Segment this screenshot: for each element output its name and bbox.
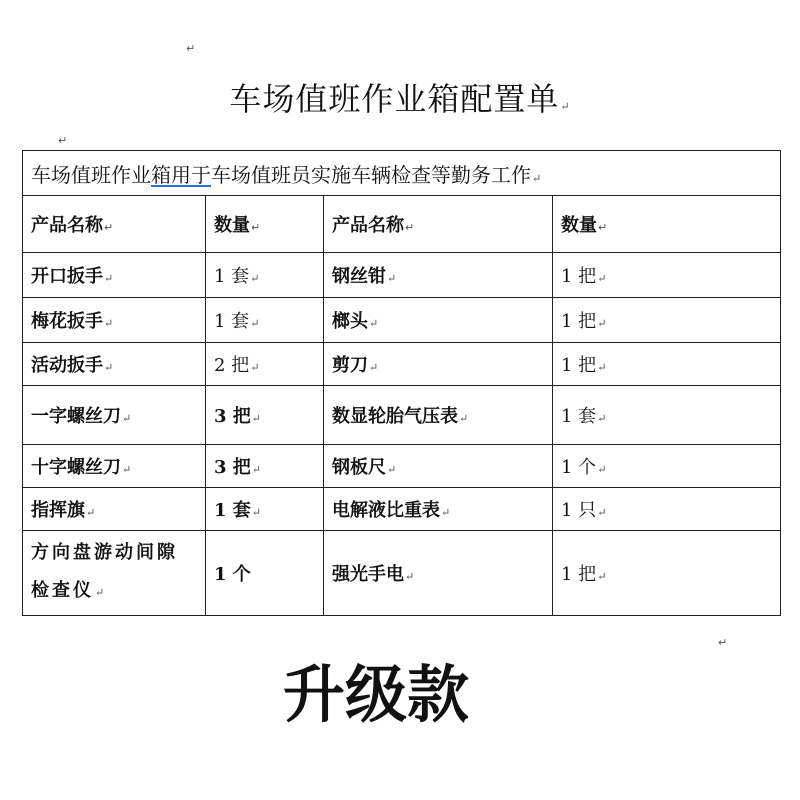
quantity-cell: 1 套↵	[553, 386, 781, 445]
product-name-cell: 活动扳手↵	[23, 343, 206, 386]
quantity-cell: 1 套↵	[206, 298, 324, 343]
header-quantity-1: 数量↵	[206, 196, 324, 253]
product-name-cell: 剪刀↵	[324, 343, 553, 386]
quantity-cell: 2 把↵	[206, 343, 324, 386]
quantity-cell: 1 个	[206, 531, 324, 616]
description-text-end: 车场值班员实施车辆检查等勤务工作	[211, 162, 531, 187]
configuration-table	[22, 150, 781, 616]
product-name-cell: 数显轮胎气压表↵	[324, 386, 553, 445]
quantity-cell: 1 把↵	[553, 298, 781, 343]
table-row	[23, 386, 781, 445]
product-name-multiline: 方向盘游动间隙 检查仪↵	[31, 542, 178, 601]
document-title-text: 车场值班作业箱配置单	[229, 80, 560, 118]
quantity-cell: 1 把↵	[553, 531, 781, 616]
table-row	[23, 343, 781, 386]
table-row	[23, 445, 781, 488]
table-row	[23, 488, 781, 531]
quantity-cell: 1 套↵	[206, 488, 324, 531]
quantity-cell: 1 只↵	[553, 488, 781, 531]
product-name-cell: 强光手电↵	[324, 531, 553, 616]
paragraph-mark: ↵	[560, 100, 571, 113]
paragraph-mark: ↵	[58, 134, 68, 147]
product-name-cell: 钢丝钳↵	[324, 253, 553, 298]
quantity-cell: 1 把↵	[553, 343, 781, 386]
product-name-cell: 指挥旗↵	[23, 488, 206, 531]
product-name-cell: 梅花扳手↵	[23, 298, 206, 343]
paragraph-mark: ↵	[718, 636, 728, 649]
table-row	[23, 531, 781, 616]
description-underlined-text: 箱用于	[151, 162, 211, 187]
quantity-cell: 1 套↵	[206, 253, 324, 298]
quantity-cell: 1 把↵	[553, 253, 781, 298]
quantity-cell: 1 个↵	[553, 445, 781, 488]
header-quantity-2: 数量↵	[553, 196, 781, 253]
header-product-name-1: 产品名称↵	[23, 196, 206, 253]
description-row	[23, 151, 781, 196]
paragraph-mark: ↵	[186, 42, 196, 55]
product-name-cell: 钢板尺↵	[324, 445, 553, 488]
quantity-cell: 3 把↵	[206, 445, 324, 488]
paragraph-mark: ↵	[532, 171, 542, 185]
product-name-cell: 十字螺丝刀↵	[23, 445, 206, 488]
description-cell	[23, 151, 781, 196]
product-name-cell: 一字螺丝刀↵	[23, 386, 206, 445]
description-text-start: 车场值班作业	[31, 162, 151, 187]
header-row	[23, 196, 781, 253]
document-title	[0, 74, 800, 120]
table-row	[23, 253, 781, 298]
product-name-cell: 开口扳手↵	[23, 253, 206, 298]
product-name-cell	[23, 531, 206, 616]
header-product-name-2: 产品名称↵	[324, 196, 553, 253]
quantity-cell: 3 把↵	[206, 386, 324, 445]
product-name-cell: 榔头↵	[324, 298, 553, 343]
upgrade-label: 升级款	[282, 658, 469, 731]
product-name-cell: 电解液比重表↵	[324, 488, 553, 531]
table-row	[23, 298, 781, 343]
